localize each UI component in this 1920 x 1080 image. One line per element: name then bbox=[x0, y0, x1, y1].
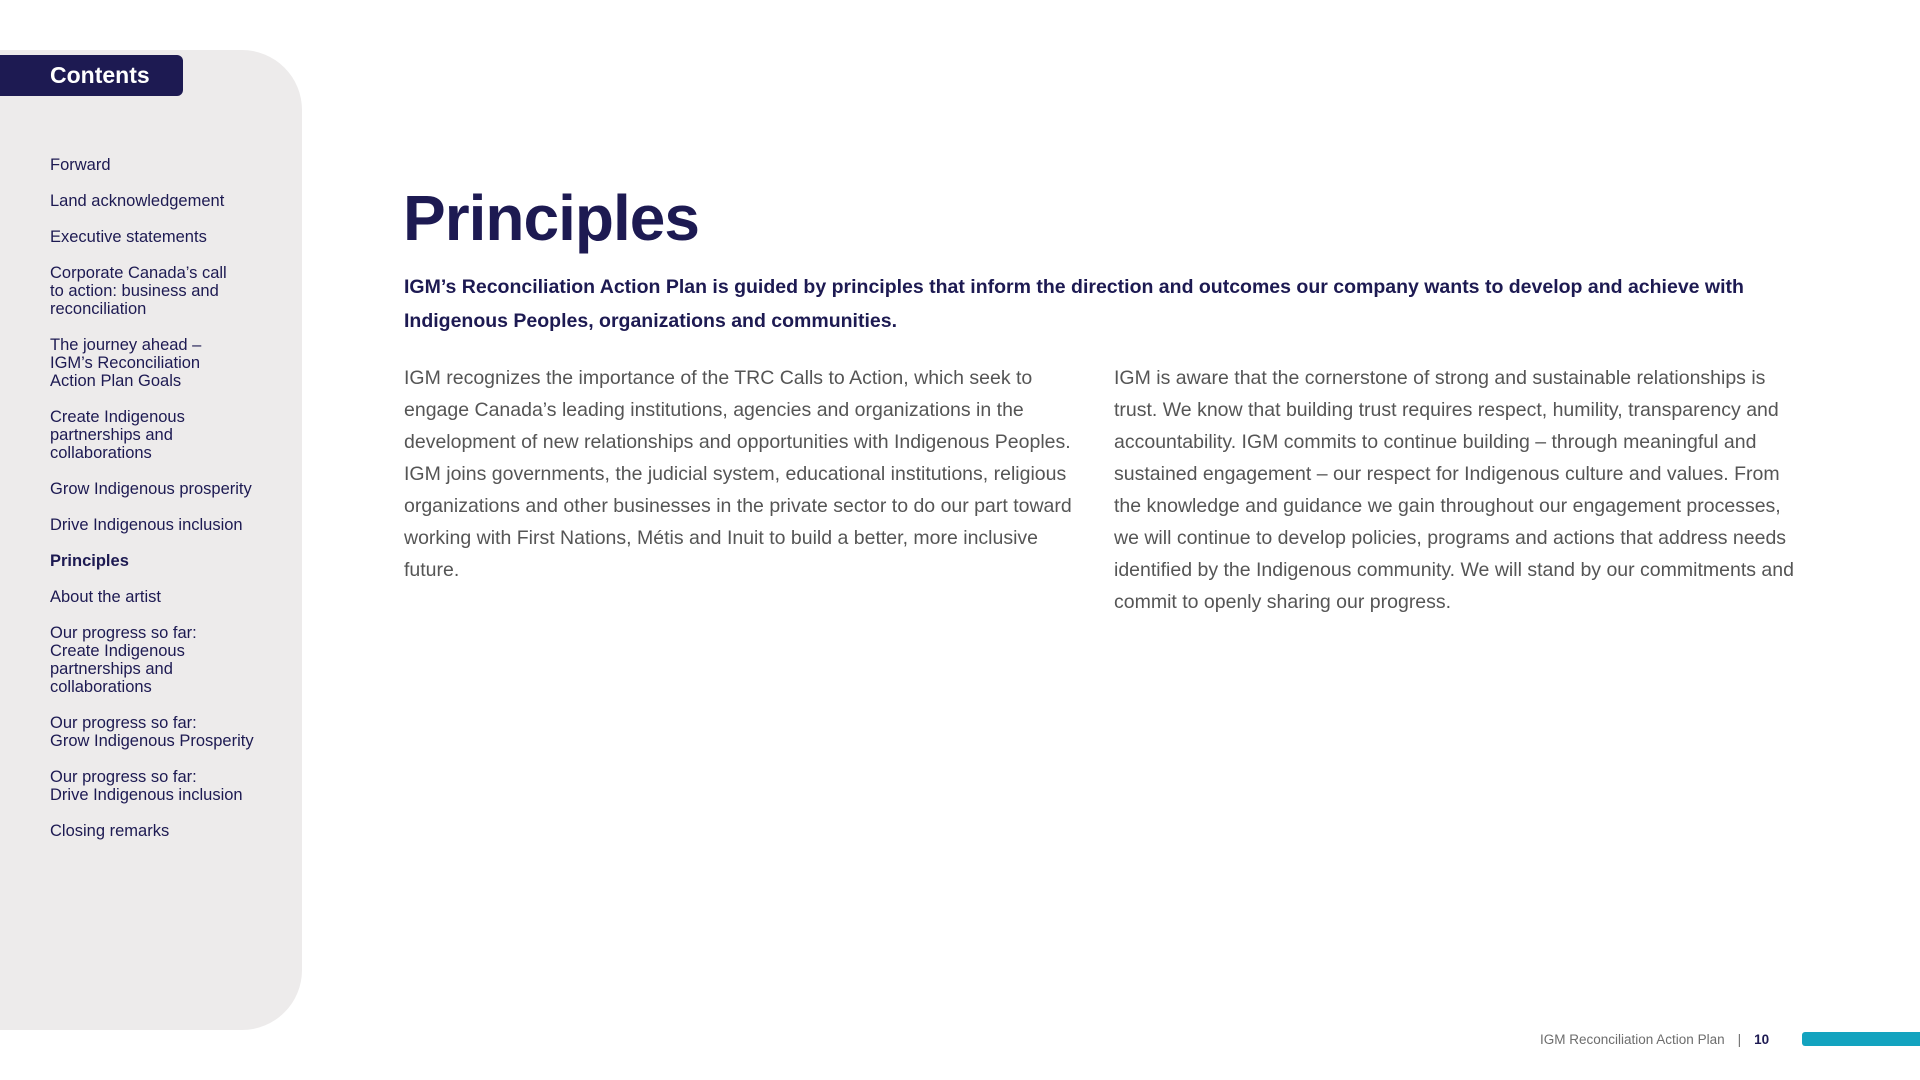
toc-item-land-acknowledgement[interactable]: Land acknowledgement bbox=[50, 192, 225, 210]
toc-item-progress-prosperity[interactable]: Our progress so far: Grow Indigenous Prosperity bbox=[50, 714, 254, 750]
toc-item-executive-statements[interactable]: Executive statements bbox=[50, 228, 207, 246]
toc-item-drive-inclusion[interactable]: Drive Indigenous inclusion bbox=[50, 516, 243, 534]
toc-item-corporate-canada-call[interactable]: Corporate Canada’s call to action: business and reconciliation bbox=[50, 264, 227, 318]
table-of-contents bbox=[50, 156, 290, 858]
toc-item-closing-remarks[interactable]: Closing remarks bbox=[50, 822, 170, 840]
footer-doc-title: IGM Reconciliation Action Plan bbox=[1540, 1031, 1725, 1047]
page-footer bbox=[1540, 1029, 1769, 1049]
toc-item-principles[interactable]: Principles bbox=[50, 552, 129, 570]
footer-separator: | bbox=[1737, 1031, 1742, 1047]
page-title: Principles bbox=[403, 182, 699, 254]
lead-paragraph: IGM’s Reconciliation Action Plan is guided by principles that inform the direction and outcomes our company wants to develop and achieve with Indigenous Peoples, organizations and communities. bbox=[404, 276, 1744, 332]
toc-item-journey-ahead[interactable]: The journey ahead – IGM’s Reconciliation Action Plan Goals bbox=[50, 336, 202, 390]
body-paragraph-right: IGM is aware that the cornerstone of strong and sustainable relationships is trust. We know that building trust requires respect, humility, transparency and accountability. IGM commits to continue building – through meaningful and sustained engagement – our respect for Indigenous culture and values. From the knowledge and guidance we gain throughout our engagement processes, we will continue to develop policies, programs and actions that address needs identified by the Indigenous community. We will stand by our commitments and commit to openly sharing our progress. bbox=[1114, 367, 1794, 613]
toc-item-grow-prosperity[interactable]: Grow Indigenous prosperity bbox=[50, 480, 252, 498]
toc-item-forward[interactable]: Forward bbox=[50, 156, 111, 174]
footer-accent-bar bbox=[1802, 1032, 1920, 1046]
page-number: 10 bbox=[1754, 1031, 1770, 1047]
contents-tab-label: Contents bbox=[50, 62, 150, 88]
contents-tab[interactable] bbox=[0, 55, 183, 96]
toc-item-progress-partnerships[interactable]: Our progress so far: Create Indigenous partnerships and collaborations bbox=[50, 624, 197, 696]
toc-item-progress-inclusion[interactable]: Our progress so far: Drive Indigenous inclusion bbox=[50, 768, 243, 804]
body-paragraph-left: IGM recognizes the importance of the TRC Calls to Action, which seek to engage Canada’s leading institutions, agencies and organizations in the development of new relationships and opportunities with Indigenous Peoples. IGM joins governments, the judicial system, educational institutions, religious organizations and other businesses in the private sector to do our part toward working with First Nations, Métis and Inuit to build a better, more inclusive future. bbox=[404, 367, 1072, 581]
toc-item-about-artist[interactable]: About the artist bbox=[50, 588, 161, 606]
toc-item-create-partnerships[interactable]: Create Indigenous partnerships and collaborations bbox=[50, 408, 185, 462]
